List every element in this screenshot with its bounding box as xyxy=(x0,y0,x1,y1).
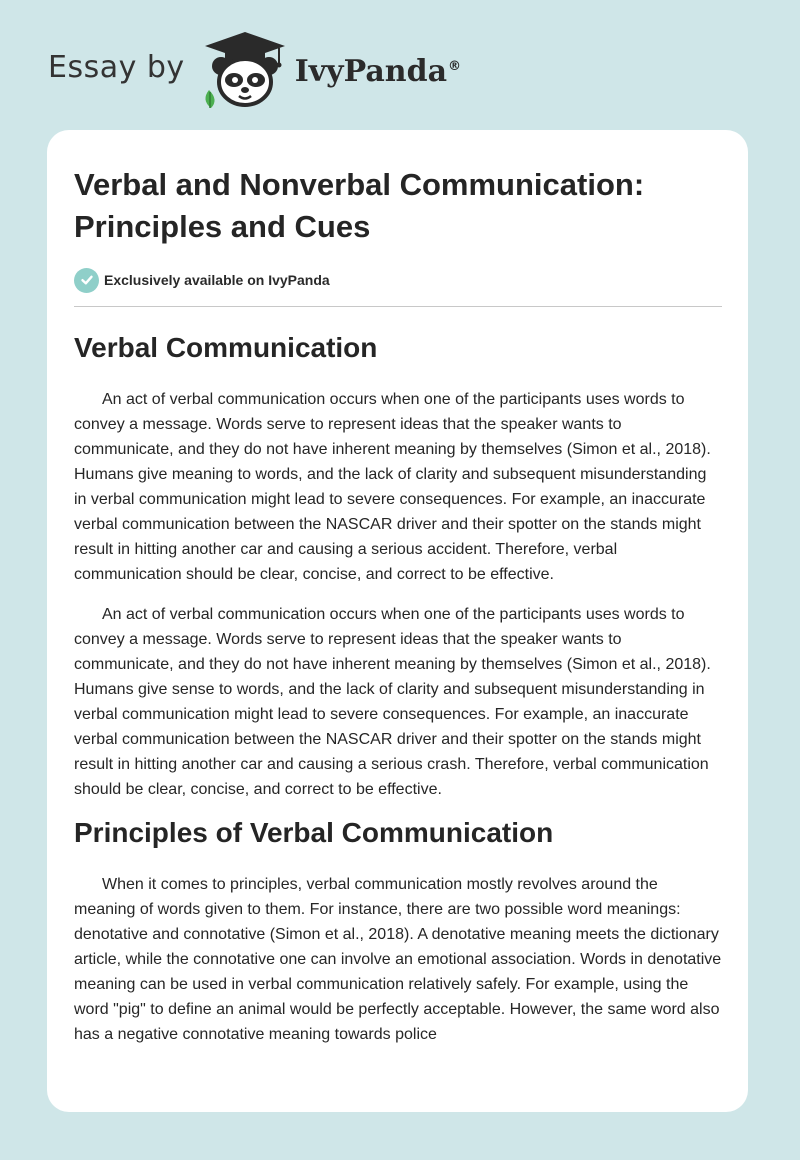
essay-card xyxy=(47,130,748,1112)
panda-graduate-icon xyxy=(199,30,291,110)
section-heading: Verbal Communication xyxy=(74,332,378,363)
checkmark-icon xyxy=(74,268,99,293)
section-heading: Principles of Verbal Communication xyxy=(74,817,554,848)
exclusive-text: Exclusively available on IvyPanda xyxy=(104,272,330,288)
page-title: Verbal and Nonverbal Communication: Principles and Cues xyxy=(74,167,645,244)
brand-name: IvyPanda® xyxy=(294,53,462,89)
paragraph: An act of verbal communication occurs when one of the participants uses words to convey a message. Words serve to represent ideas that the speaker wants to communicate, and they do not have inherent meaning by themselves (Simon et al., 2018). Humans give sense to words, and the lack of clarity and subsequent misunderstanding in verbal communication might lead to severe consequences. For example, an inaccurate verbal communication between the NASCAR driver and their spotter on the stands might result in hitting another car and causing a serious crash. Therefore, verbal communication should be clear, concise, and correct to be effective. xyxy=(74,606,711,798)
exclusive-badge xyxy=(74,267,722,293)
divider xyxy=(74,306,722,307)
paragraph: When it comes to principles, verbal communication mostly revolves around the meaning of words given to them. For instance, there are two possible word meanings: denotative and connotative (Simon et al., 2018). A denotative meaning meets the dictionary article, while the connotative one can involve an emotional association. Words in denotative meaning can be used in verbal communication relatively safely. For example, using the word "pig" to define an animal would be perfectly acceptable. However, the same word also has a negative connotative meaning towards police xyxy=(74,876,722,1043)
registered-mark: ® xyxy=(448,58,462,74)
site-brand[interactable] xyxy=(48,30,461,110)
essay-by-label: Essay by xyxy=(48,49,185,85)
paragraph: An act of verbal communication occurs when one of the participants uses words to convey a message. Words serve to represent ideas that the speaker wants to communicate, and they do not have inherent meaning by themselves (Simon et al., 2018). Humans give meaning to words, and the lack of clarity and subsequent misunderstanding in verbal communication might lead to severe consequences. For example, an inaccurate verbal communication between the NASCAR driver and their spotter on the stands might result in hitting another car and causing a serious accident. Therefore, verbal communication should be clear, concise, and correct to be effective. xyxy=(74,391,711,583)
